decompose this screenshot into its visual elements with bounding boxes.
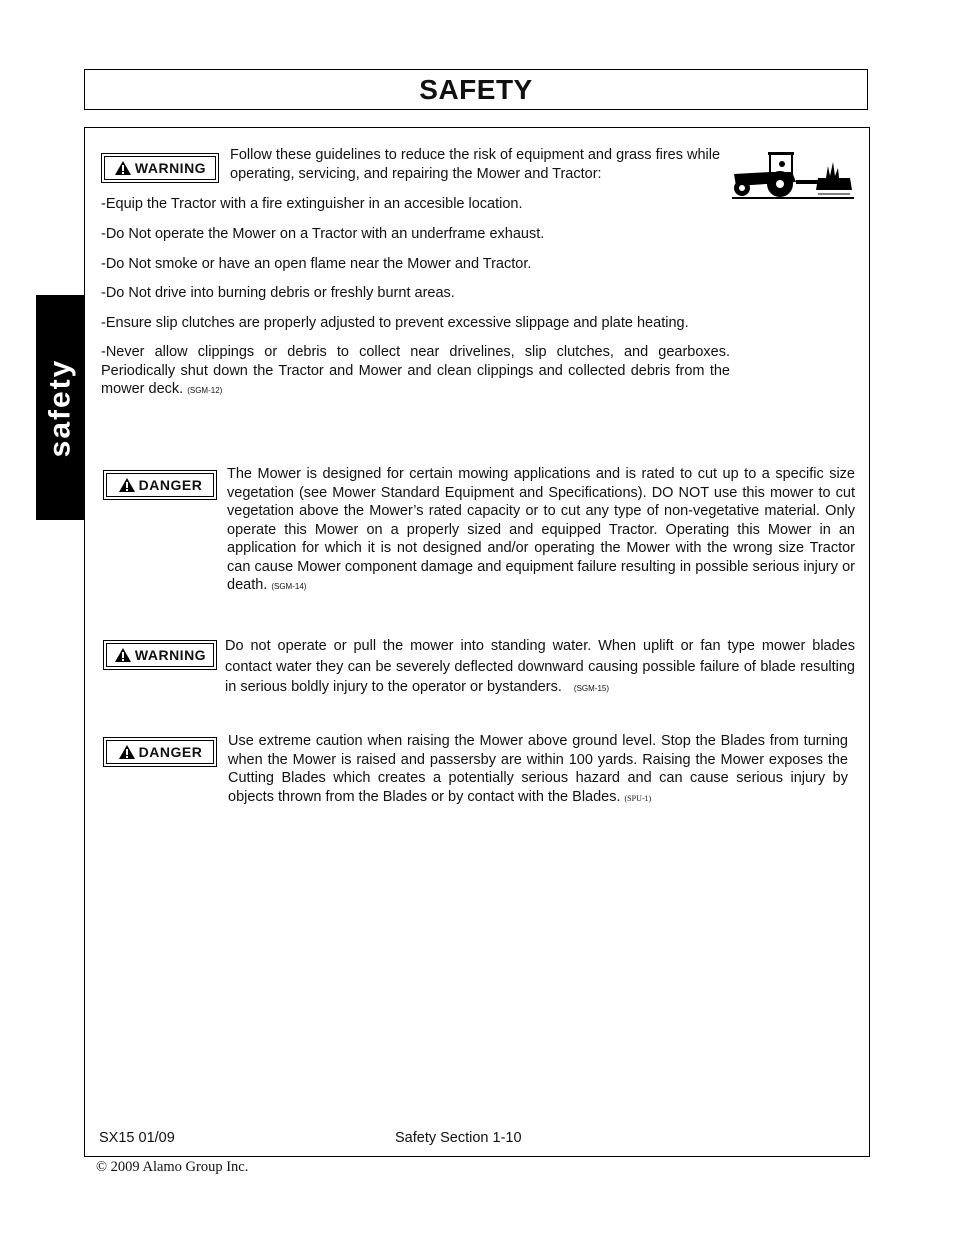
guideline-text: -Never allow clippings or debris to collect near drivelines, slip clutches, and gearboxes. Periodically shut down the Tractor and Mower and clean clippings and collected debris from the mower deck. [101,344,730,397]
copyright: © 2009 Alamo Group Inc. [96,1159,249,1175]
danger-text: Use extreme caution when raising the Mower above ground level. Stop the Blades from turning when the Mower is raised and passersby are within 100 yards. Raising the Mower exposes the Cutting Blades which creates a potentially serious hazard and can cause serious injury by objects thrown from the Blades or by contact with the Blades. [228,733,848,805]
warning-text: Do not operate or pull the mower into standing water. When uplift or fan type mower blades contact water they can be severely deflected downward causing possible failure of blade resulting in serious boldly injury to the operator or bystanders. [225,638,855,695]
fire-guideline-4: -Do Not drive into burning debris or freshly burnt areas. [101,285,455,301]
warning-triangle-icon [118,477,136,493]
reference-code: (SGM-14) [271,582,307,591]
signal-word: WARNING [134,160,207,176]
warning-water-text [225,636,855,700]
reference-code: (SGM-12) [187,386,223,395]
footer-model: SX15 01/09 [99,1130,175,1146]
warning-intro: Follow these guidelines to reduce the risk of equipment and grass fires while operating, servicing, and repairing the Mower and Tractor: [230,147,721,182]
danger-text: The Mower is designed for certain mowing applications and is rated to cut up to a specific size vegetation (see Mower Standard Equipment and Specifications). DO NOT use this mower to cut vegetation above the Mower’s rated capacity or to cut any type of non-vegetative material. Only operate this Mower on a properly sized and equipped Tractor. Operating this Mower in an application for which it is not designed and/or operating the Mower with the wrong size Tractor can cause Mower component damage and equipment failure resulting in possible serious injury or death. [227,466,855,593]
danger-mowing-text [227,465,855,597]
page-header [84,69,868,110]
danger-label [103,470,217,500]
danger-label [103,737,217,767]
fire-guideline-6 [101,343,730,401]
signal-word: WARNING [134,647,207,663]
fire-guideline-5: -Ensure slip clutches are properly adjusted to prevent excessive slippage and plate heating. [101,315,689,331]
warning-triangle-icon [114,160,132,176]
warning-label [101,153,219,183]
footer-section: Safety Section 1-10 [395,1130,522,1146]
fire-guideline-3: -Do Not smoke or have an open flame near the Mower and Tractor. [101,256,532,272]
signal-word: DANGER [138,477,203,493]
side-tab [36,295,84,520]
tractor-mower-icon [730,148,855,208]
signal-word: DANGER [138,744,203,760]
reference-code: (SGM-15) [573,684,610,693]
warning-triangle-icon [118,744,136,760]
warning-triangle-icon [114,647,132,663]
content-box [84,127,870,1157]
danger-raising-text [228,732,848,808]
warning-label [103,640,217,670]
fire-guideline-2: -Do Not operate the Mower on a Tractor with an underframe exhaust. [101,226,545,242]
page-title: SAFETY [419,73,533,105]
reference-code: (SPU-1) [624,793,652,803]
side-tab-label: safety [43,358,76,457]
fire-guideline-1: -Equip the Tractor with a fire extinguisher in an accesible location. [101,196,523,212]
